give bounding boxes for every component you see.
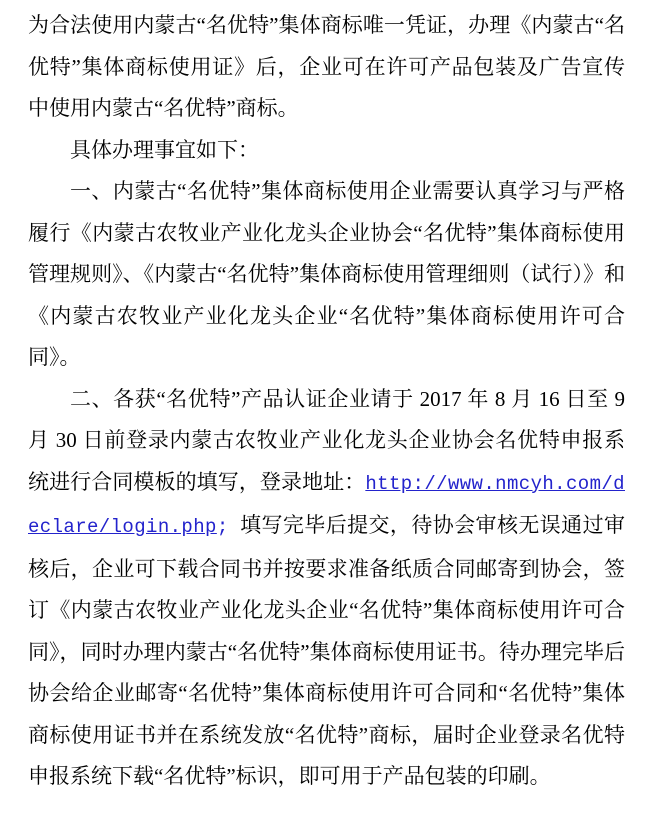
paragraph-text: 为合法使用内蒙古“名优特”集体商标唯一凭证，办理《内蒙古“名优特”集体商标使用证》后，企业可在许可产品包装及广告宣传中使用内蒙古“名优特”商标。 xyxy=(28,13,625,120)
paragraph-item-1 xyxy=(28,171,625,379)
login-url-link[interactable]: http://www.nmcyh.com/declare/login.php xyxy=(28,472,625,538)
paragraph-intro xyxy=(28,130,625,172)
paragraph-text: 具体办理事宜如下： xyxy=(70,137,259,162)
paragraph-text: 一、内蒙古“名优特”集体商标使用企业需要认真学习与严格履行《内蒙古农牧业产业化龙头企业协会“名优特”集体商标使用管理规则》、《内蒙古“名优特”集体商标使用管理细则（试行）》和《内蒙古农牧业产业化龙头企业“名优特”集体商标使用许可合同》。 xyxy=(28,179,625,369)
paragraph-text: 填写完毕后提交，待协会审核无误通过审核后，企业可下载合同书并按要求准备纸质合同邮寄到协会，签订《内蒙古农牧业产业化龙头企业“名优特”集体商标使用许可合同》，同时办理内蒙古“名优特”集体商标使用证书。待办理完毕后协会给企业邮寄“名优特”集体商标使用许可合同和“名优特”集体商标使用证书并在系统发放“名优特”商标，届时企业登录名优特申报系统下载“名优特”标识，即可用于产品包装的印刷。 xyxy=(28,513,625,788)
paragraph-text: 二、各获“名优特”产品认证企业请于 2017 年 8 月 16 日至 9 月 30 日前登录内蒙古农牧业产业化龙头企业协会名优特申报系统进行合同模板的填写，登录地址： xyxy=(28,386,625,494)
paragraph-continuation xyxy=(28,5,625,130)
paragraph-item-2 xyxy=(28,379,625,798)
login-url-suffix: ; xyxy=(216,516,241,538)
